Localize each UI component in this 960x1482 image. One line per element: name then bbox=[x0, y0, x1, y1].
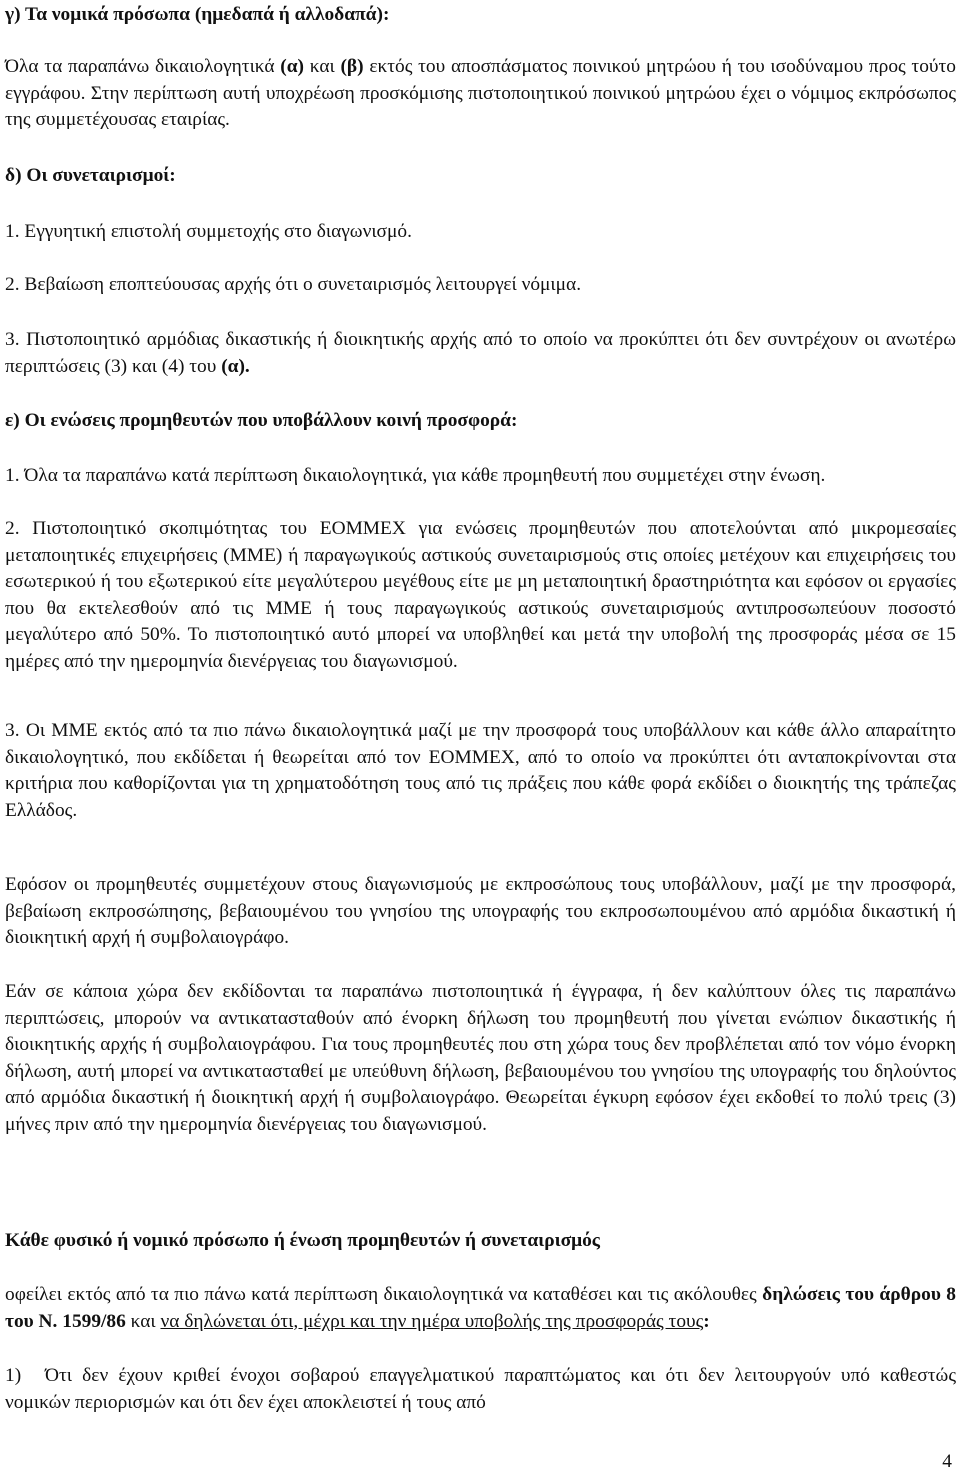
unions-item-1: 1. Όλα τα παραπάνω κατά περίπτωση δικαιολογητικά, για κάθε προμηθευτή που συμμετέχει στην ένωση. bbox=[5, 465, 826, 486]
cooperatives-item-1: 1. Εγγυητική επιστολή συμμετοχής στο διαγωνισμό. bbox=[5, 221, 412, 242]
heading-cooperatives: δ) Οι συνεταιρισμοί: bbox=[5, 165, 176, 186]
unions-item-2: 2. Πιστοποιητικό σκοπιμότητας του ΕΟΜΜΕΧ για ενώσεις προμηθευτών που αποτελούνται από μικρομεσαίες μεταποιητικές επιχειρήσεις (ΜΜΕ) ή παραγωγικούς αστικούς συνεταιρισμούς στις οποίες μετέχουν και επιχειρήσεις του εσωτερικού ή του εξωτερικού είτε μεγαλύτερου μεγέθους είτε με μη μεταποιητική δραστηριότητα και εφόσον οι εργασίες που θα εκτελεσθούν από τις ΜΜΕ ή τους παραγωγικούς αστικούς συνεταιρισμούς αντιπροσωπεύουν ποσοστό μεγαλύτερο από 50%. Το πιστοποιητικό αυτό μπορεί να υποβληθεί και μετά την υποβολή της προσφοράς μέσα σε 15 ημέρες από την ημερομηνία διενέργειας του διαγωνισμού. bbox=[5, 518, 956, 672]
foreign-documents-paragraph: Εάν σε κάποια χώρα δεν εκδίδονται τα παραπάνω πιστοποιητικά ή έγγραφα, ή δεν καλύπτουν όλες τις παραπάνω περιπτώσεις, μπορούν να αντικατασταθούν από ένορκη δήλωση του προμηθευτή που γίνεται ενώπιον δικαστικής ή διοικητικής αρχής ή συμβολαιογράφου. Για τους προμηθευτές που στη χώρα τους δεν προβλέπεται από τον νόμο ένορκη δήλωση, αυτή μπορεί να αντικατασταθεί με υπεύθυνη δήλωση, βεβαιουμένου του γνησίου της υπογραφής του δηλούντος από αρμόδια δικαστική ή διοικητική αρχή ή συμβολαιογράφο. Θεωρείται έγκυρη εφόσον έχει εκδοθεί το πολύ τρεις (3) μήνες πριν από την ημερομηνία διενέργειας του διαγωνισμού. bbox=[5, 981, 956, 1135]
declaration-item-1: 1) Ότι δεν έχουν κριθεί ένοχοι σοβαρού επαγγελματικού παραπτώματος και ότι δεν λειτουργούν υπό καθεστώς νομικών περιορισμών και ότι δεν έχει αποκλειστεί ή τους από bbox=[5, 1365, 956, 1413]
heading-legal-entities: γ) Τα νομικά πρόσωπα (ημεδαπά ή αλλοδαπά): bbox=[5, 4, 390, 25]
obligations-paragraph: οφείλει εκτός από τα πιο πάνω κατά περίπτωση δικαιολογητικά να καταθέσει και τις ακόλουθες δηλώσεις του άρθρου 8 του Ν. 1599/86 και να δηλώνεται ότι, μέχρι και την ημέρα υποβολής της προσφοράς τους: bbox=[5, 1284, 956, 1332]
representation-paragraph: Εφόσον οι προμηθευτές συμμετέχουν στους διαγωνισμούς με εκπροσώπους τους υποβάλλουν, μαζί με την προσφορά, βεβαίωση εκπροσώπησης, βεβαιουμένου του γνησίου της υπογραφής του εκπροσωπουμένου από αρμόδια δικαστική ή διοικητική αρχή ή συμβολαιογράφο. bbox=[5, 874, 956, 948]
legal-entities-paragraph: Όλα τα παραπάνω δικαιολογητικά (α) και (β) εκτός του αποσπάσματος ποινικού μητρώου ή του ισοδύναμου προς τούτο εγγράφου. Στην περίπτωση αυτή υποχρέωση προσκόμισης πιστοποιητικού ποινικού μητρώου έχει ο νόμιμος εκπρόσωπος της συμμετέχουσας εταιρίας. bbox=[5, 56, 956, 130]
heading-supplier-unions: ε) Οι ενώσεις προμηθευτών που υποβάλλουν κοινή προσφορά: bbox=[5, 410, 518, 431]
cooperatives-item-2: 2. Βεβαίωση εποπτεύουσας αρχής ότι ο συνεταιρισμός λειτουργεί νόμιμα. bbox=[5, 274, 582, 295]
page-number: 4 bbox=[942, 1451, 952, 1472]
unions-item-3: 3. Οι ΜΜΕ εκτός από τα πιο πάνω δικαιολογητικά μαζί με την προσφορά τους υποβάλλουν και κάθε άλλο απαραίτητο δικαιολογητικό, που εκδίδεται ή θεωρείται από τον ΕΟΜΜΕΧ, από το οποίο να προκύπτει ότι ανταποκρίνονται στα κριτήρια που καθορίζονται για τη χρηματοδότηση τους από τις πράξεις που κάθε φορά εκδίδει ο διοικητής της τράπεζας Ελλάδος. bbox=[5, 720, 956, 821]
cooperatives-item-3: 3. Πιστοποιητικό αρμόδιας δικαστικής ή διοικητικής αρχής από το οποίο να προκύπτει ότι δεν συντρέχουν οι ανωτέρω περιπτώσεις (3) και (4) του (α). bbox=[5, 329, 956, 377]
heading-every-entity: Κάθε φυσικό ή νομικό πρόσωπο ή ένωση προμηθευτών ή συνεταιρισμός bbox=[5, 1230, 600, 1251]
